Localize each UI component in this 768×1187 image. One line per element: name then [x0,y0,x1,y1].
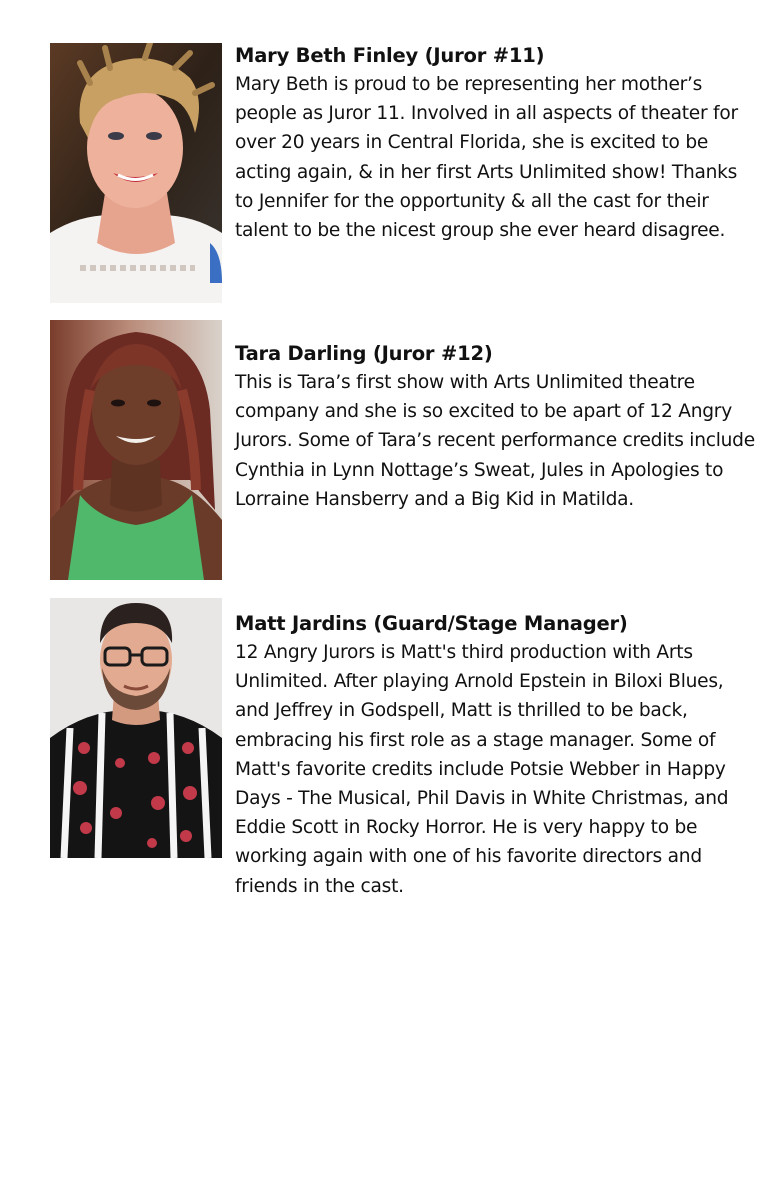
cast-bio-text: Mary Beth is proud to be representing her mother’s people as Juror 11. Involved in all aspects of theater for over 20 years in Central Florida, she is excited to be acting again, & in her first Arts Unlimited show! Thanks to Jennifer for the opportunity & all the cast for their talent to be the nicest group she ever heard disagree. [235,74,738,242]
headshot-photo-matt-jardins [50,598,222,858]
headshot-photo-mary-beth-finley [50,43,222,303]
headshot-photo-tara-darling [50,320,222,580]
cast-name: Mary Beth Finley (Juror #11) [235,44,545,67]
cast-bio-text: 12 Angry Jurors is Matt's third production with Arts Unlimited. After playing Arnold Epstein in Biloxi Blues, and Jeffrey in Godspell, Matt is thrilled to be back, embracing his first role as a stage manager. Some of Matt's favorite credits include Potsie Webber in Happy Days - The Musical, Phil Davis in White Christmas, and Eddie Scott in Rocky Horror. He is very happy to be working again with one of his favorite directors and friends in the cast. [235,642,729,897]
cast-name: Tara Darling (Juror #12) [235,342,493,365]
cast-bio-text: This is Tara’s first show with Arts Unlimited theatre company and she is so excited to be apart of 12 Angry Jurors. Some of Tara’s recent performance credits include Cynthia in Lynn Nottage’s Sweat, Jules in Apologies to Lorraine Hansberry and a Big Kid in Matilda. [235,372,755,510]
cast-name: Matt Jardins (Guard/Stage Manager) [235,612,628,635]
